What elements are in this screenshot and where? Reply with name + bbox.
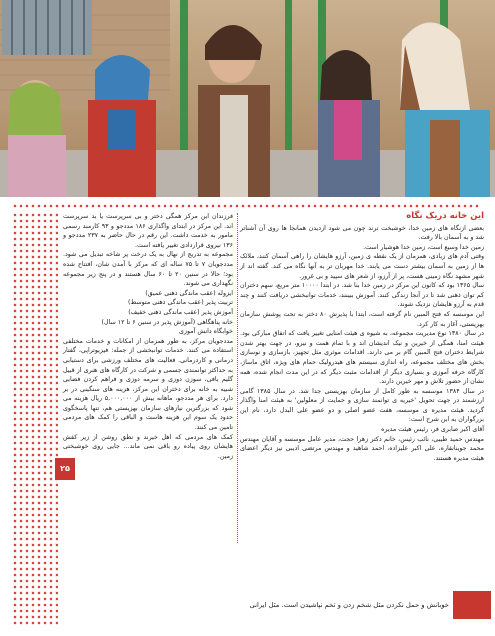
paragraph: در سال ۱۳۸۴ موسسه به طور کامل از سازمان بهزیستی جدا شد. در سال ۱۳۸۵ گامی ارزشمند در جهت تحویل 'خیریه ی توانمند سازی و حمایت از معلولین' به هیئت امنا واگذار گردید. هیئت مدیره ی موسسه، هفت عضو اصلی و دو عضو علی البدل دارد، نام این بزرگواران به این شرح است: [240, 387, 484, 424]
paragraph: مجموعه به تدریج از نهال به یک درخت پر شاخه تبدیل می شود. مددجویان ۷ تا ۷۵ ساله ای که مرکز با آمدن شان، افتتاح شده بود؛ حالا در سنین ۲۰ تا ۶۰ سال هستند و در پنج زیر مجموعه نگهداری می شوند. [63, 251, 233, 288]
paragraph: کمک های مردمی که اهل خیرند و نطق روشن از زیر کفش هایشان روی پیاده رو باقی نمی ماند... جایی روی خوشبختی زمین. [63, 433, 233, 460]
page-number: ۲۵ [55, 458, 75, 480]
list-item: خوابگاه دانش آموزی [178, 328, 233, 336]
column-separator [237, 213, 238, 543]
list-item: تربیت پذیر (عقب ماندگی ذهنی متوسط) [127, 299, 233, 307]
paragraph: وقتی آدم های زیادی، همزمان از یک نقطه ی زمین، آرزو هایشان را راهی آسمان کنند، ملائک ها از زمین به آسمان بیشتر دست می یابند. خدا مهربان تر به آنها نگاه می کند. گفته اند از شهر مشهد نگاه زمینی هست، پر از آرزو، از شعر های سپید و بی غرور. [240, 253, 484, 280]
paragraph: سال ۱۳۶۵ بود که کانون این مرکز در زمین خدا بنا شد. در ابتدا ۱۰۰۰۰ متر مربع، سهم دختران کم توان ذهنی شد تا در آنجا زندگی کنند. آموزش ببینند، خدمات توانبخشی دریافت کنند و چند قدم به آرزو هایشان نزدیک شوند. [240, 282, 484, 309]
paragraph: فرزندان این مرکز همگی دختر و بی سرپرست یا بد سرپرست اند. این مرکز در ابتدای واگذاری ۱۸۶ مددجو و ۹۳ کارمند رسمی مامور به خدمت داشت. این رقم در حال حاضر به ۲۳۷ مددجو و ۱۳۶ نیروی قراردادی تغییر یافته است. [63, 213, 234, 249]
paragraph: بعضی ازنگاه های زمین خدا، خوشبخت ترند چون می شود ازدیدن همانجا ها روی آن آشناتر شد و به آسمان بالا رفت. [240, 224, 484, 242]
paragraph: مهندس حمید طیبی، نائب رئیس، خانم دکتر زهرا حجت، مدیر عامل موسسه و آقایان مهندس محمد جوینانفاره، علی اکبر علیزاده، احمد شاهید و مهندس مرتضی ادیبی نیز دیگر اعضای هیئت مدیره هستند. [240, 435, 484, 462]
paragraph: در سال ۱۳۸۰ نوع مدیریت مجموعه، به شیوه ی هیئت امنایی تغییر یافت که اتفاق مبارکی بود. هیئت امنا، همگی از خیرین و نیک اندیشان اند و با تمام همت و نیرو، در جهت بهتر شدن شرایط دختران فتح المبین گام بر می دارند. اقدامات موثری مثل تجهیز، بازسازی و نوسازی بخش های مختلف مجموعه، راه اندازی سیستم های هیدرولیک حمام های ویژه، اتاق ماساژ، کارگاه حرفه آموزی و بسیاری دیگر از اقدامات مثبت دیگر که در این مدت انجام شده، همه نشان از حضور تلاش و مهر خیرین دارند. [240, 330, 484, 386]
paragraph: این موسسه که فتح المبین نام گرفته است، ابتدا با پذیرش ۸۰ دختر به تحت پوشش سازمان بهزیستی، آغاز به کار کرد. [240, 310, 484, 328]
top-dotted-divider [12, 203, 480, 209]
footer-quote [181, 591, 491, 619]
footer-accent-box [453, 591, 491, 619]
footer-text: خوبانش و حمل نکردن مثل شخم زدن و تخم نپاشیدن است. مثل ایرانی [249, 601, 449, 609]
list-item: خانه پناهگاهی (آموزش پذیر در سنین ۶ تا ۱۲ سال) [101, 318, 233, 326]
article-title: این خانه دریک نگاه [406, 211, 484, 221]
list-item: ایزوله (عقب ماندگی ذهنی عمیق) [145, 289, 233, 297]
article-right-column [240, 212, 484, 463]
paragraph: آقای اکبر صابری فر، رئیس هیئت مدیره [381, 426, 484, 434]
list-item: آموزش پذیر (عقب ماندگی ذهنی خفیف) [128, 308, 233, 316]
left-dotted-margin [12, 212, 58, 627]
cover-photo-children [0, 0, 495, 197]
paragraph: زمین خدا وسیع است، زمین خدا هوشیار است. [363, 243, 484, 251]
paragraph: مددجویان مرکز، به طور همزمان از امکانات و خدمات مختلفی استفاده می کنند. خدمات توانبخشی از جمله: فیزیوتراپی، گفتار درمانی و کاردرمانی. فعالیت های مختلف ورزشی برای دستیابی به حداکثر توانمندی جسمی و شرکت در کارگاه های هنری از قبیل گلیم بافی، سوزن دوزی و سرمه دوزی و فراهم کردن فضایی شبیه به خانه برای دختران این مرکز، هزینه های سنگینی در بر دارد. برای هر مددجو، ماهانه بیش از ۵,۰۰۰,۰۰۰ ریال هزینه می شود که بزرگترین نیازهای سازمان بهزیستی هم، تنها پاسخگوی حدود یک سوم این هزینه هاست و الباقی را کمک های مردمی تامین می کنند. [63, 337, 233, 432]
article-left-column [63, 212, 233, 461]
